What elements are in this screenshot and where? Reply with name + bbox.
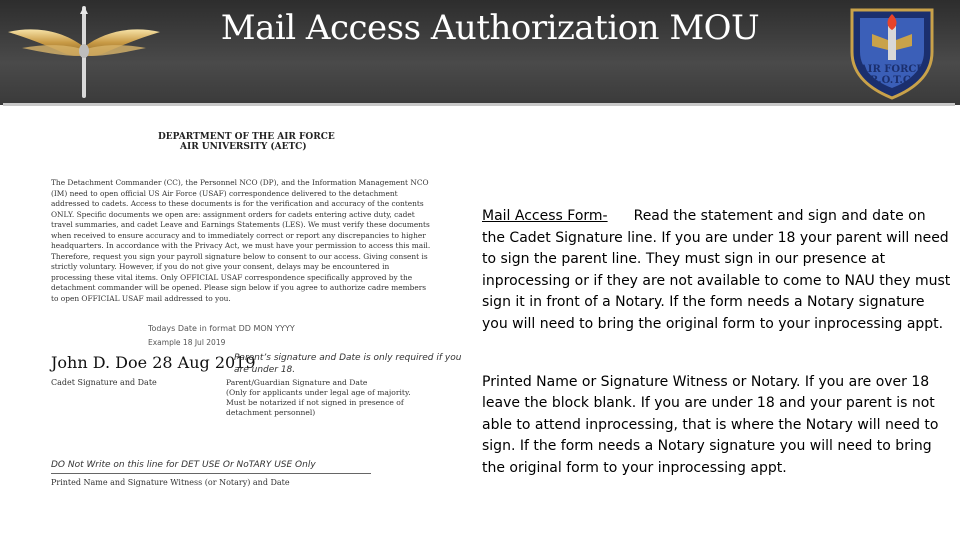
parent-signature-label: Parent/Guardian Signature and Date (Only for applicants under legal age of majority. Must be notarized if not signed in presence of detachment personnel): [226, 378, 411, 417]
department-heading: DEPARTMENT OF THE AIR FORCE: [158, 132, 335, 142]
date-format-hint: Todays Date in format DD MON YYYY: [148, 324, 295, 333]
date-example-hint: Example 18 Jul 2019: [148, 338, 226, 347]
mail-access-form-label: Mail Access Form-: [482, 208, 608, 224]
instructions-paragraph-1: [482, 206, 952, 336]
instructions-text-1: Read the statement and sign and date on the Cadet Signature line. If you are under 18 your parent will need to sign the parent line. They must sign in our presence at inprocessing or if they are not available to come to NAU they must sign it in front of a Notary. If the form needs a Notary signature you will need to bring the original form to your inprocessing appt.: [482, 208, 951, 332]
instructions-paragraph-2: Printed Name or Signature Witness or Notary. If you are over 18 leave the block blank. If you are under 18 and your parent is not able to attend inprocessing, that is where the Notary will need to sign. If the form needs a Notary signature you will need to bring the original form to your inprocessing appt.: [482, 373, 939, 476]
witness-signature-line: [51, 473, 371, 474]
afrotc-shield-text: AIR FORCE R.O.T.C.: [860, 64, 924, 86]
consent-statement: The Detachment Commander (CC), the Personnel NCO (DP), and the Information Management NCO (IM) need to open official US Air Force (USAF) correspondence delivered to the detachment addressed to cadets. Access to these documents is for the verification and accuracy of the contents ONLY. Specific documents we open are: assignment orders for cadets entering active duty, cadet travel summaries, and cadet Leave and Earnings Statements (LES). We must verify these documents when received to ensure accuracy and to immediately correct or report any discrepancies to higher headquarters. In accordance with the Privacy Act, we must have your permission to access this mail. Therefore, request you sign your payroll signature below to consent to our access. Giving consent is strictly voluntary. However, if you do not give your consent, delays may be encountered in processing these vital items. Only OFFICIAL USAF correspondence specifically approved by the detachment commander will be opened. Please sign below if you agree to authorize cadre members to open OFFICIAL USAF mail addressed to you.: [51, 178, 431, 303]
title-banner: [0, 0, 960, 105]
university-heading: AIR UNIVERSITY (AETC): [180, 142, 307, 152]
afrotc-shield-icon: [842, 4, 942, 100]
parent-signature-note: Parent’s signature and Date is only required if you are under 18.: [234, 353, 462, 375]
header-divider: [3, 103, 955, 106]
wings-icon: [4, 2, 164, 102]
instructions-panel: [482, 206, 952, 480]
cadet-signature-label: Cadet Signature and Date: [51, 378, 157, 387]
det-use-only-note: DO Not Write on this line for DET USE Or NoTARY USE Only: [51, 460, 316, 470]
page-title: Mail Access Authorization MOU: [220, 8, 760, 48]
witness-signature-label: Printed Name and Signature Witness (or Notary) and Date: [51, 478, 290, 487]
cadet-signature-field: John D. Doe 28 Aug 2019: [51, 353, 256, 372]
form-image: [48, 128, 468, 498]
